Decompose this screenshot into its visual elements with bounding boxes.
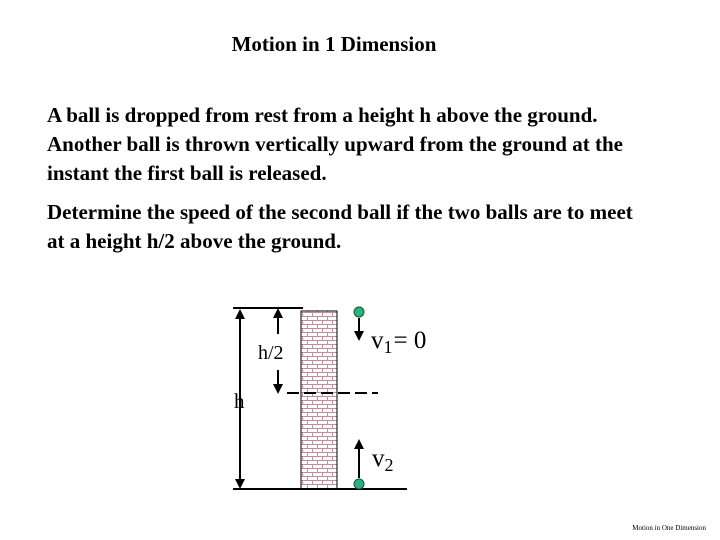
ball-1 bbox=[354, 307, 364, 317]
label-v1: $v_1= 0$ bbox=[371, 327, 427, 357]
slide-footer: Motion in One Dimension bbox=[632, 524, 706, 532]
problem-statement: A ball is dropped from rest from a height h above the ground. Another ball is thrown vertically upward from the ground at the instant the first ball is released. bbox=[47, 103, 623, 185]
brick-tower bbox=[301, 311, 337, 489]
label-h: h bbox=[234, 389, 245, 413]
slide-title: Motion in 1 Dimension bbox=[231, 32, 437, 56]
problem-question: Determine the speed of the second ball if the two balls are to meet at a height h/2 above the ground. bbox=[47, 200, 633, 253]
label-v2: $v_2$ bbox=[372, 445, 394, 475]
label-half-h: h/2 bbox=[258, 342, 284, 364]
ball-2 bbox=[354, 479, 364, 489]
